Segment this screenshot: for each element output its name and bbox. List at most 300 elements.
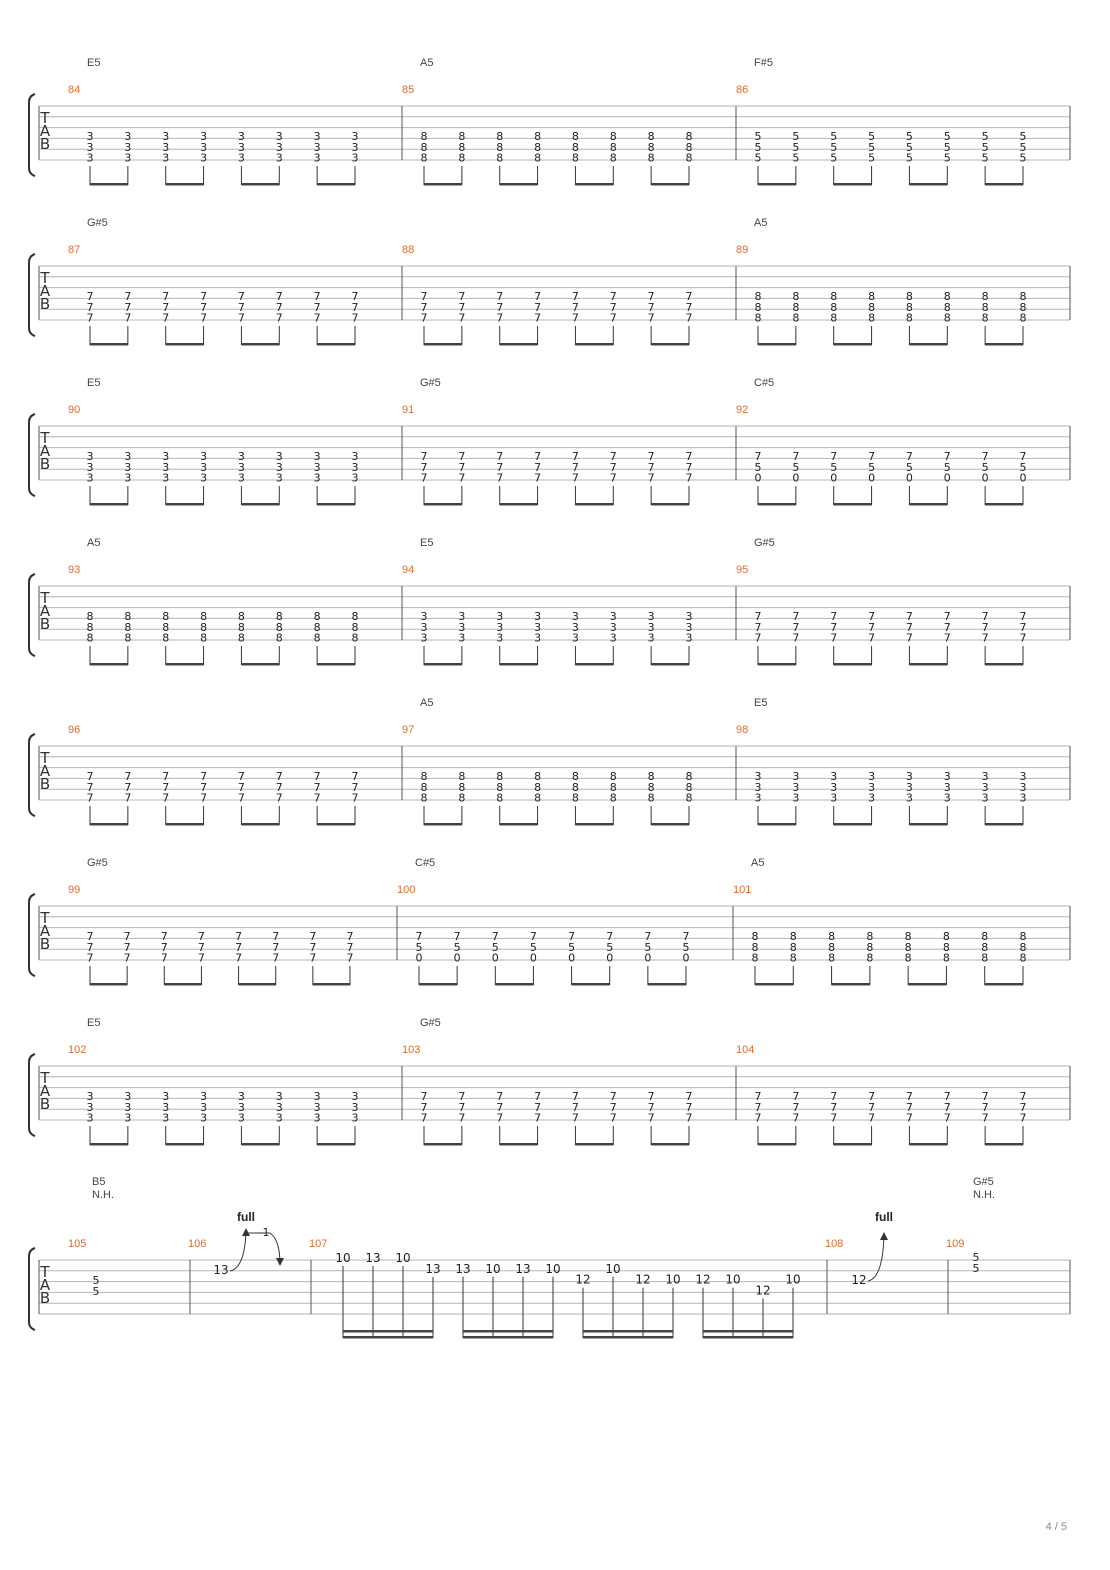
fret-number: 3 [86, 1111, 94, 1125]
fret-number: 3 [351, 1100, 359, 1114]
fret-number: 3 [275, 460, 283, 474]
fret-number: 7 [905, 631, 913, 645]
fret-number: 8 [200, 610, 208, 623]
fret-number: 5 [868, 130, 876, 143]
fret-number: 8 [351, 631, 359, 645]
tab-system [29, 217, 1070, 346]
fret-number: 7 [905, 610, 913, 623]
system-bracket [29, 894, 35, 976]
fret-number: 8 [647, 130, 655, 143]
fret-number: 7 [200, 290, 208, 303]
note-beam [758, 183, 796, 186]
tab-system [29, 57, 1070, 186]
tab-letter-b: B [39, 1095, 51, 1113]
fret-number: 5 [792, 151, 800, 165]
fret-number: 7 [86, 290, 94, 303]
fret-number: 7 [1019, 1090, 1027, 1103]
fret-number: 8 [458, 140, 466, 154]
fret-number: 8 [534, 770, 542, 783]
fret-number: 3 [313, 460, 321, 474]
chord-name: G#5 [420, 1017, 441, 1029]
fret-number: 7 [647, 311, 655, 325]
note-beam [758, 343, 796, 346]
fret-number: 7 [200, 791, 208, 805]
fret-number: 8 [868, 300, 876, 314]
fret-number: 10 [725, 1272, 741, 1287]
fret-number: 0 [905, 471, 913, 485]
note-beam [834, 503, 872, 506]
note-beam [985, 823, 1023, 826]
fret-number: 3 [162, 450, 170, 463]
fret-number: 8 [237, 610, 245, 623]
fret-number: 5 [943, 130, 951, 143]
fret-number: 7 [124, 311, 132, 325]
fret-number: 7 [237, 311, 245, 325]
note-beam [419, 983, 457, 986]
note-beam [834, 823, 872, 826]
fret-number: 0 [981, 471, 989, 485]
fret-number: 5 [754, 140, 762, 154]
final-system [29, 1176, 1070, 1339]
fret-number: 8 [458, 130, 466, 143]
fret-number: 3 [313, 450, 321, 463]
fret-number: 3 [420, 620, 428, 634]
fret-number: 8 [86, 631, 94, 645]
fret-number: 8 [420, 791, 428, 805]
fret-number: 7 [905, 1100, 913, 1114]
fret-number: 7 [415, 930, 423, 943]
fret-number: 7 [458, 1090, 466, 1103]
note-beam [909, 823, 947, 826]
fret-number: 5 [568, 940, 576, 954]
note-beam [166, 1143, 204, 1146]
fret-number: 7 [534, 1090, 542, 1103]
fret-number: 7 [571, 311, 579, 325]
bar-number: 100 [397, 884, 416, 896]
note-beam [834, 1143, 872, 1146]
fret-number: 8 [685, 770, 693, 783]
fret-number: 5 [943, 151, 951, 165]
fret-number: 3 [981, 780, 989, 794]
fret-number: 3 [943, 791, 951, 805]
fret-number: 7 [830, 450, 838, 463]
fret-number: 3 [830, 780, 838, 794]
fret-number: 7 [571, 450, 579, 463]
bar-number: 109 [946, 1238, 965, 1250]
fret-number: 0 [943, 471, 951, 485]
fret-number: 7 [943, 450, 951, 463]
fret-number: 3 [313, 1090, 321, 1103]
fret-number: 7 [830, 610, 838, 623]
fret-number: 7 [754, 610, 762, 623]
fret-number: 7 [754, 631, 762, 645]
fret-number: 7 [534, 1100, 542, 1114]
fret-number: 7 [458, 460, 466, 474]
tab-letter-a: A [39, 602, 51, 620]
fret-number: 7 [420, 300, 428, 314]
fret-number: 5 [905, 151, 913, 165]
fret-number: 7 [197, 951, 205, 965]
fret-number: 3 [124, 460, 132, 474]
fret-number: 7 [420, 450, 428, 463]
fret-number: 3 [200, 460, 208, 474]
fret-number: 3 [124, 450, 132, 463]
note-beam [166, 663, 204, 666]
fret-number: 7 [868, 1111, 876, 1125]
fret-number: 8 [647, 770, 655, 783]
fret-number: 7 [868, 1100, 876, 1114]
fret-number: 8 [200, 631, 208, 645]
note-beam [651, 663, 689, 666]
fret-number: 3 [1019, 770, 1027, 783]
fret-number: 3 [162, 471, 170, 485]
fret-number: 3 [86, 1090, 94, 1103]
chord-name: E5 [754, 697, 768, 709]
fret-number: 5 [1019, 140, 1027, 154]
fret-number: 3 [162, 151, 170, 165]
fret-number: 7 [792, 620, 800, 634]
fret-number: 3 [237, 130, 245, 143]
fret-number: 10 [785, 1272, 801, 1287]
fret-number: 3 [124, 1090, 132, 1103]
fret-number: 7 [571, 471, 579, 485]
fret-number: 3 [162, 140, 170, 154]
fret-number: 7 [647, 1100, 655, 1114]
note-beam [575, 503, 613, 506]
fret-number: 8 [534, 780, 542, 794]
fret-number: 7 [647, 290, 655, 303]
fret-number: 7 [86, 311, 94, 325]
fret-number: 3 [313, 140, 321, 154]
fret-number: 8 [1019, 951, 1027, 965]
fret-number: 3 [275, 1100, 283, 1114]
fret-number: 5 [905, 130, 913, 143]
fret-number: 5 [682, 940, 690, 954]
fret-number: 0 [754, 471, 762, 485]
fret-number: 8 [866, 951, 874, 965]
fret-number: 7 [420, 471, 428, 485]
release-arrowhead [276, 1258, 284, 1266]
fret-number: 3 [237, 140, 245, 154]
fret-number: 7 [275, 780, 283, 794]
fret-number: 7 [1019, 1100, 1027, 1114]
note-beam [651, 343, 689, 346]
note-beam [317, 503, 355, 506]
fret-number: 8 [905, 300, 913, 314]
fret-number: 8 [868, 311, 876, 325]
fret-number: 8 [1019, 290, 1027, 303]
tab-letter-t: T [40, 429, 50, 447]
tab-letter-t: T [40, 749, 50, 767]
fret-number: 3 [830, 770, 838, 783]
fret-number: 7 [235, 951, 243, 965]
fret-number: 8 [458, 791, 466, 805]
note-beam [241, 1143, 279, 1146]
fret-number: 7 [123, 940, 131, 954]
fret-number: 7 [86, 770, 94, 783]
note-beam [90, 343, 128, 346]
tab-letter-t: T [40, 909, 50, 927]
fret-number: 7 [981, 1111, 989, 1125]
fret-number: 7 [647, 1111, 655, 1125]
bar-number: 87 [68, 244, 81, 256]
harmonic-label: N.H. [92, 1189, 114, 1201]
fret-number: 7 [420, 1100, 428, 1114]
fret-number: 3 [685, 610, 693, 623]
fret-number: 7 [458, 1111, 466, 1125]
fret-number: 8 [647, 151, 655, 165]
fret-number: 8 [200, 620, 208, 634]
fret-number: 8 [237, 620, 245, 634]
note-beam [834, 343, 872, 346]
fret-number: 8 [868, 290, 876, 303]
bar-number: 108 [825, 1238, 844, 1250]
fret-number: 7 [420, 1090, 428, 1103]
fret-number: 3 [981, 791, 989, 805]
fret-number: 3 [571, 610, 579, 623]
note-beam [758, 663, 796, 666]
fret-number: 8 [943, 300, 951, 314]
note-beam [90, 823, 128, 826]
fret-number: 8 [754, 290, 762, 303]
fret-number: 8 [792, 290, 800, 303]
bar-number: 97 [402, 724, 415, 736]
tab-letter-a: A [39, 762, 51, 780]
fret-number: 3 [237, 1100, 245, 1114]
fret-number: 7 [792, 1090, 800, 1103]
system-bracket [29, 734, 35, 816]
fret-number: 7 [609, 290, 617, 303]
fret-number: 3 [124, 140, 132, 154]
fret-number: 3 [200, 130, 208, 143]
fret-number: 7 [606, 930, 614, 943]
fret-number: 5 [92, 1274, 100, 1287]
note-beam [985, 983, 1023, 986]
bar-number: 93 [68, 564, 81, 576]
fret-number: 7 [534, 471, 542, 485]
fret-number: 3 [609, 631, 617, 645]
fret-number: 8 [609, 780, 617, 794]
bar-number: 91 [402, 404, 415, 416]
system-bracket [29, 254, 35, 336]
fret-number: 8 [86, 610, 94, 623]
note-beam [832, 983, 870, 986]
note-beam [909, 183, 947, 186]
fret-number: 3 [830, 791, 838, 805]
note-beam [239, 983, 276, 986]
fret-number: 7 [905, 1090, 913, 1103]
tab-letter-b: B [39, 1289, 51, 1307]
tab-system [29, 697, 1070, 826]
fret-number: 3 [1019, 780, 1027, 794]
fret-number: 7 [647, 1090, 655, 1103]
note-beam [166, 503, 204, 506]
chord-name: G#5 [87, 217, 108, 229]
fret-number: 7 [124, 770, 132, 783]
fret-number: 7 [830, 631, 838, 645]
fret-number: 7 [571, 300, 579, 314]
note-beam [651, 503, 689, 506]
fret-number: 7 [162, 770, 170, 783]
fret-number: 3 [905, 780, 913, 794]
fret-number: 7 [124, 290, 132, 303]
fret-number: 7 [309, 951, 317, 965]
note-beam [166, 183, 204, 186]
note-beam [90, 983, 127, 986]
fret-number: 8 [792, 300, 800, 314]
note-beam [424, 183, 462, 186]
note-beam [703, 1330, 793, 1333]
fret-number: 8 [313, 610, 321, 623]
fret-number: 7 [346, 951, 354, 965]
fret-number: 5 [529, 940, 537, 954]
fret-number: 7 [160, 951, 168, 965]
fret-number: 7 [496, 460, 504, 474]
fret-number: 3 [943, 770, 951, 783]
fret-number: 7 [534, 290, 542, 303]
note-beam [313, 983, 350, 986]
fret-number: 3 [351, 130, 359, 143]
fret-number: 7 [943, 610, 951, 623]
bar-number: 85 [402, 84, 415, 96]
note-beam [985, 663, 1023, 666]
fret-number: 3 [754, 791, 762, 805]
tab-letter-a: A [39, 442, 51, 460]
fret-number: 7 [792, 1111, 800, 1125]
fret-number: 8 [351, 610, 359, 623]
fret-number: 7 [868, 1090, 876, 1103]
note-beam [424, 823, 462, 826]
chord-name: E5 [87, 1017, 101, 1029]
fret-number: 8 [905, 311, 913, 325]
fret-number: 8 [162, 620, 170, 634]
fret-number: 8 [275, 620, 283, 634]
fret-number: 7 [458, 300, 466, 314]
fret-number: 3 [275, 130, 283, 143]
fret-number: 3 [124, 130, 132, 143]
note-beam [648, 983, 686, 986]
fret-number: 3 [458, 620, 466, 634]
fret-number: 7 [200, 770, 208, 783]
fret-number: 8 [751, 930, 759, 943]
fret-number: 7 [685, 471, 693, 485]
fret-number: 3 [351, 1111, 359, 1125]
fret-number: 7 [275, 300, 283, 314]
fret-number: 7 [496, 1111, 504, 1125]
fret-number: 7 [420, 1111, 428, 1125]
fret-number: 8 [496, 151, 504, 165]
fret-number: 3 [351, 460, 359, 474]
fret-number: 0 [792, 471, 800, 485]
tab-letter-b: B [39, 455, 51, 473]
note-beam [834, 663, 872, 666]
fret-number: 7 [609, 1100, 617, 1114]
fret-number: 7 [754, 450, 762, 463]
fret-number: 8 [751, 940, 759, 954]
fret-number: 3 [162, 460, 170, 474]
fret-number: 8 [609, 140, 617, 154]
fret-number: 7 [571, 290, 579, 303]
fret-number: 3 [162, 1090, 170, 1103]
note-beam [317, 823, 355, 826]
fret-number: 7 [453, 930, 461, 943]
fret-number: 7 [981, 1100, 989, 1114]
fret-number: 7 [534, 450, 542, 463]
chord-name: E5 [420, 537, 434, 549]
fret-number: 7 [981, 620, 989, 634]
fret-number: 0 [868, 471, 876, 485]
fret-number: 7 [491, 930, 499, 943]
fret-number: 7 [237, 770, 245, 783]
fret-number: 7 [346, 940, 354, 954]
fret-number: 7 [458, 471, 466, 485]
chord-name: G#5 [420, 377, 441, 389]
bar-number: 102 [68, 1044, 87, 1056]
fret-number: 8 [981, 290, 989, 303]
fret-number: 0 [491, 951, 499, 965]
fret-number: 7 [351, 770, 359, 783]
fret-number: 8 [420, 770, 428, 783]
fret-number: 8 [534, 151, 542, 165]
note-beam [575, 183, 613, 186]
fret-number: 8 [1019, 940, 1027, 954]
chord-name: G#5 [754, 537, 775, 549]
fret-number: 5 [981, 151, 989, 165]
fret-number: 8 [609, 770, 617, 783]
fret-number: 12 [635, 1272, 651, 1287]
fret-number: 3 [86, 450, 94, 463]
tab-letter-a: A [39, 122, 51, 140]
fret-number: 13 [455, 1261, 471, 1276]
note-beam [755, 983, 793, 986]
fret-number: 12 [755, 1283, 771, 1298]
fret-number: 8 [789, 940, 797, 954]
fret-number: 8 [943, 311, 951, 325]
fret-number: 8 [754, 311, 762, 325]
fret-number: 7 [868, 620, 876, 634]
fret-number: 7 [647, 300, 655, 314]
fret-number: 8 [496, 140, 504, 154]
fret-number: 3 [313, 130, 321, 143]
fret-number: 8 [647, 791, 655, 805]
fret-number: 8 [685, 780, 693, 794]
fret-number: 7 [685, 1100, 693, 1114]
fret-number: 7 [792, 1100, 800, 1114]
fret-number: 5 [491, 940, 499, 954]
fret-number: 3 [868, 791, 876, 805]
fret-number: 0 [606, 951, 614, 965]
fret-number: 7 [685, 450, 693, 463]
fret-number: 3 [200, 1100, 208, 1114]
note-beam [90, 1143, 128, 1146]
fret-number: 7 [160, 930, 168, 943]
fret-number: 7 [458, 1100, 466, 1114]
fret-number: 7 [124, 300, 132, 314]
fret-number: 7 [458, 290, 466, 303]
fret-number: 7 [496, 471, 504, 485]
bar-number: 88 [402, 244, 415, 256]
fret-number: 5 [868, 151, 876, 165]
fret-number: 3 [237, 460, 245, 474]
fret-number: 7 [609, 311, 617, 325]
note-beam [651, 183, 689, 186]
fret-number: 5 [792, 460, 800, 474]
fret-number: 5 [1019, 130, 1027, 143]
fret-number: 3 [868, 780, 876, 794]
fret-number: 3 [351, 450, 359, 463]
fret-number: 7 [609, 460, 617, 474]
fret-number: 7 [313, 300, 321, 314]
